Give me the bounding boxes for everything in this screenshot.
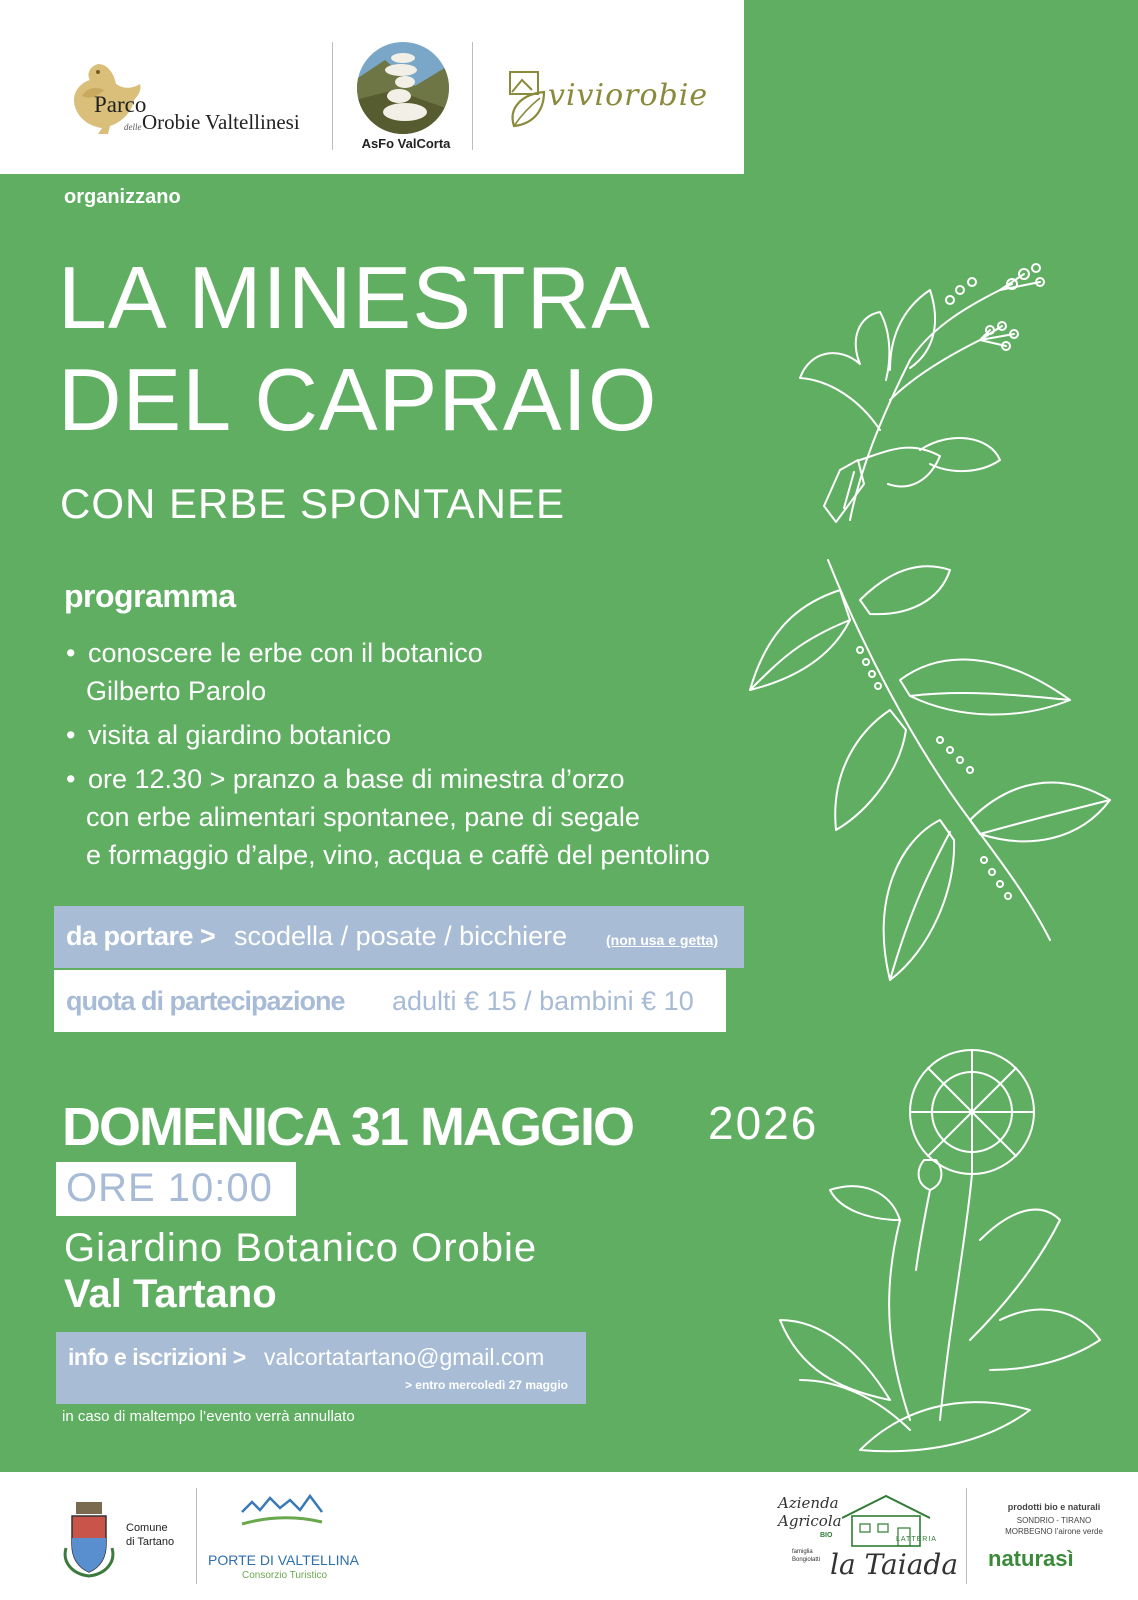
logo-divider [332,42,333,150]
fee-box [54,970,726,1032]
parco-line1: Parco [94,92,147,117]
nettle-drawing [750,560,1110,980]
comune-line2: di Tartano [126,1536,175,1548]
leaf-icon [504,68,552,130]
latteria-label: LATTERIA [896,1536,937,1543]
umbel-herb-drawing [800,264,1044,522]
logo-divider [472,42,473,150]
title-line2: DEL CAPRAIO [58,350,658,449]
taiada-name: la Taiada [830,1548,959,1581]
weather-note: in caso di maltempo l’evento verrà annullato [62,1408,355,1425]
venue-line2: Val Tartano [64,1272,277,1316]
time-box [56,1162,296,1216]
intro-text: organizzano [64,186,181,208]
program-heading: programma [64,578,236,614]
program-item-continuation: con erbe alimentari spontanee, pane di segale [86,802,640,832]
sponsor-divider [196,1488,197,1584]
bullet-icon: • [66,720,76,750]
event-date: DOMENICA 31 MAGGIO [62,1097,634,1157]
dandelion-drawing [780,1050,1100,1451]
bio-badge: BIO [820,1532,833,1539]
fee-label: quota di partecipazione [66,986,345,1016]
parco-small: delle [124,122,142,132]
azienda-line2: Agricola [778,1512,842,1530]
bring-box [54,906,744,968]
porte-subtitle: Consorzio Turistico [242,1570,328,1581]
parco-orobie-logo [68,56,318,136]
naturasi-line2: SONDRIO - TIRANO [1016,1516,1092,1525]
bring-text: scodella / posate / bicchiere [234,921,568,951]
program-item-continuation: e formaggio d’alpe, vino, acqua e caffè del pentolino [86,840,710,870]
asfo-label: AsFo ValCorta [361,136,451,151]
bring-note: (non usa e getta) [606,932,719,948]
famiglia-label: famiglia Bongiolatti [792,1549,821,1563]
subtitle: CON ERBE SPONTANEE [60,480,565,527]
taiada-logo [772,1492,959,1588]
comune-line1: Comune [126,1522,168,1534]
program-item: • ore 12.30 > pranzo a base di minestra d’orzo [66,760,625,798]
event-year: 2026 [708,1097,819,1149]
azienda-line1: Azienda [778,1494,839,1512]
bullet-icon: • [66,638,76,668]
sponsor-bar [0,1472,1138,1600]
bring-label: da portare > [66,921,216,951]
program-item: • visita al giardino botanico [66,716,391,754]
mountains-icon [240,1492,324,1528]
event-time: ORE 10:00 [66,1166,273,1210]
naturasi-line3: MORBEGNO l’airone verde [1005,1527,1103,1536]
porte-title: PORTE DI VALTELLINA [208,1552,359,1568]
title-line1: LA MINESTRA [58,248,651,347]
naturasi-brand: naturasì [988,1546,1074,1571]
program-item-continuation: Gilberto Parolo [86,676,267,706]
info-deadline: > entro mercoledì 27 maggio [404,1378,568,1392]
sponsor-divider [966,1488,967,1584]
venue-line1: Giardino Botanico Orobie [64,1226,538,1270]
cairn-icon [355,40,451,136]
program-item: • conoscere le erbe con il botanico [66,634,483,672]
bullet-icon: • [66,764,76,794]
viviorobie-label: viviorobie [548,78,709,113]
logo-header-panel [0,0,744,174]
plant-illustrations [740,260,1138,1470]
coat-of-arms-icon [62,1498,116,1578]
viviorobie-logo [504,68,724,132]
info-box [56,1332,586,1404]
parco-line2: Orobie Valtellinesi [142,110,300,134]
asfo-valcorta-logo [350,40,462,152]
naturasi-line1: prodotti bio e naturali [1007,1502,1101,1512]
fee-text: adulti € 15 / bambini € 10 [392,986,694,1016]
info-email-link[interactable]: valcortatartano@gmail.com [264,1344,545,1370]
info-label: info e iscrizioni > [68,1344,246,1370]
